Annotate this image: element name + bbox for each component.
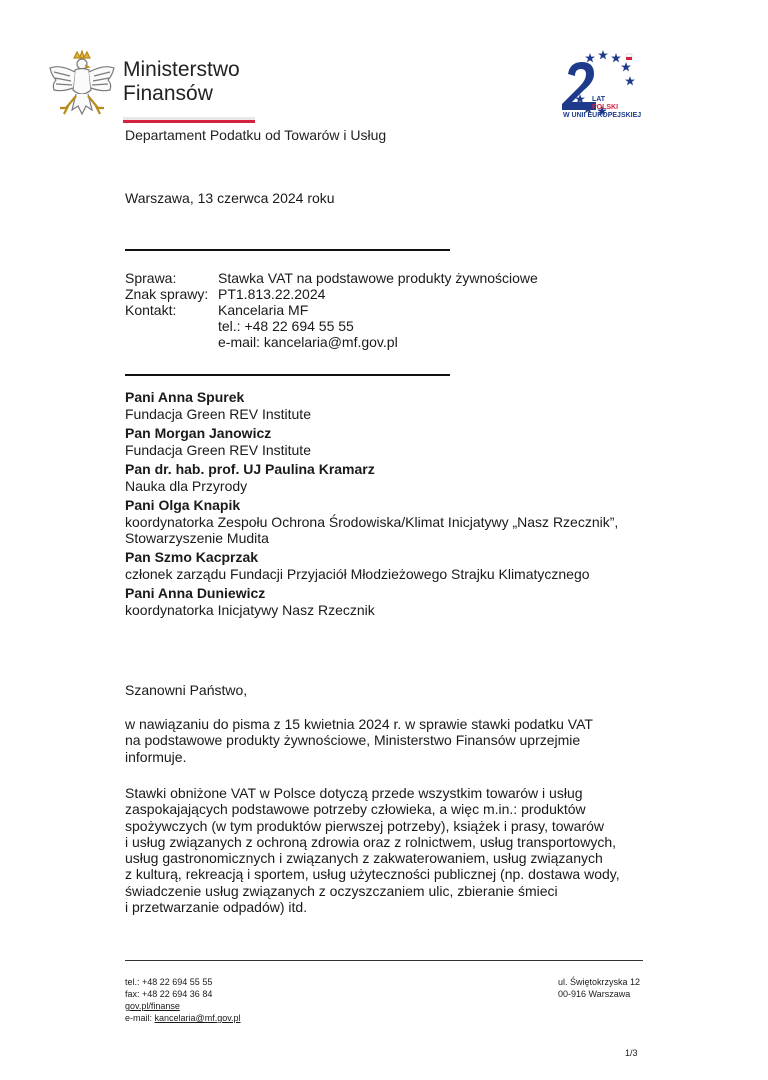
recipient-name: Pan Morgan Janowicz	[125, 425, 272, 441]
kontakt-line: Kancelaria MF	[218, 302, 309, 318]
ministry-name-line1: Ministerstwo	[123, 58, 240, 81]
sprawa-value: Stawka VAT na podstawowe produkty żywnościowe	[218, 270, 538, 286]
footer-email-link[interactable]: kancelaria@mf.gov.pl	[154, 1013, 241, 1023]
footer-divider	[125, 960, 643, 961]
paragraph-line: informuje.	[125, 748, 187, 765]
eu-logo-unii: W UNII EUROPEJSKIEJ	[563, 112, 642, 119]
ministry-name-line2: Finansów	[123, 82, 213, 105]
footer-website-link[interactable]: gov.pl/finanse	[125, 1001, 180, 1011]
recipient-org: koordynatorka Inicjatywy Nasz Rzecznik	[125, 602, 375, 618]
paragraph-line: i przetwarzanie odpadów) itd.	[125, 899, 308, 916]
recipient-name: Pani Olga Knapik	[125, 497, 241, 513]
recipient	[125, 388, 685, 422]
divider-bottom	[125, 374, 450, 376]
case-meta	[125, 270, 538, 350]
footer-tel: tel.: +48 22 694 55 55	[125, 977, 213, 987]
kontakt-label: Kontakt:	[125, 302, 177, 318]
footer-fax: fax: +48 22 694 36 84	[125, 989, 213, 999]
paragraph-line: spożywczych (w tym produktów pierwszej potrzeby), książek i prasy, towarów	[125, 817, 605, 834]
paragraph-line: w nawiązaniu do pisma z 15 kwietnia 2024 r. w sprawie stawki podatku VAT	[125, 716, 593, 732]
department-name: Departament Podatku od Towarów i Usług	[125, 127, 387, 143]
salutation: Szanowni Państwo,	[125, 682, 248, 698]
recipients-list	[125, 388, 685, 620]
recipient-org: Stowarzyszenie Mudita	[125, 530, 269, 546]
footer-contact	[125, 976, 241, 1024]
kontakt-line: e-mail: kancelaria@mf.gov.pl	[218, 334, 398, 350]
place-date: Warszawa, 13 czerwca 2024 roku	[125, 190, 335, 206]
paragraph-line: Stawki obniżone VAT w Polsce dotyczą przede wszystkim towarów i usług	[125, 785, 583, 801]
recipient-name: Pan dr. hab. prof. UJ Paulina Kramarz	[125, 461, 375, 477]
recipient	[125, 424, 685, 458]
kontakt-line: tel.: +48 22 694 55 55	[218, 318, 354, 334]
meta-row-znak	[125, 286, 538, 302]
paragraph-1	[125, 716, 685, 765]
ministry-name	[123, 58, 240, 106]
eu-logo-lat: LAT	[592, 96, 606, 103]
paragraph-line: na podstawowe produkty żywnościowe, Ministerstwo Finansów uprzejmie	[125, 732, 581, 749]
paragraph-line: z kulturą, rekreacją i sportem, usług użyteczności publicznej (np. dostawa wody,	[125, 866, 620, 883]
recipient	[125, 584, 685, 618]
footer-address-line1: ul. Świętokrzyska 12	[558, 977, 641, 987]
paragraph-2	[125, 785, 685, 915]
recipient	[125, 548, 685, 582]
recipient	[125, 496, 685, 546]
recipient-name: Pani Anna Spurek	[125, 389, 245, 405]
recipient-name: Pani Anna Duniewicz	[125, 585, 266, 601]
page-number: 1/3	[625, 1048, 638, 1058]
paragraph-line: i usług związanych z ochroną zdrowia oraz z rolnictwem, usług transportowych,	[125, 833, 616, 850]
eu-logo-polski: POLSKI	[592, 104, 619, 111]
recipient-org: Fundacja Green REV Institute	[125, 406, 311, 422]
footer-address	[558, 976, 640, 1000]
eu-logo-text	[563, 96, 670, 120]
znak-label: Znak sprawy:	[125, 286, 209, 302]
footer-address-line2: 00-916 Warszawa	[558, 989, 631, 999]
footer-email-label: e-mail:	[125, 1013, 153, 1023]
recipient-name: Pan Szmo Kacprzak	[125, 549, 259, 565]
znak-value: PT1.813.22.2024	[218, 286, 326, 302]
meta-row-sprawa	[125, 270, 538, 286]
recipient-org: Nauka dla Przyrody	[125, 478, 248, 494]
paragraph-line: świadczenie usług związanych z oczyszczaniem ulic, zbieranie śmieci	[125, 882, 558, 899]
divider-top	[125, 249, 450, 251]
recipient-org: Fundacja Green REV Institute	[125, 442, 311, 458]
polish-eagle-emblem-icon	[46, 50, 118, 126]
meta-row-kontakt	[125, 302, 538, 350]
recipient-org: koordynatorka Zespołu Ochrona Środowiska/Klimat Inicjatywy „Nasz Rzecznik”,	[125, 514, 619, 530]
sprawa-label: Sprawa:	[125, 270, 177, 286]
recipient	[125, 460, 685, 494]
recipient-org: członek zarządu Fundacji Przyjaciół Młodzieżowego Strajku Klimatycznego	[125, 566, 590, 582]
paragraph-line: usług gastronomicznych i związanych z zakwaterowaniem, usług związanych	[125, 850, 603, 867]
paragraph-line: zaspokajających podstawowe potrzeby człowieka, a więc m.in.: produktów	[125, 801, 586, 818]
flag-bar	[123, 117, 255, 123]
footer-email-row	[125, 1012, 241, 1024]
